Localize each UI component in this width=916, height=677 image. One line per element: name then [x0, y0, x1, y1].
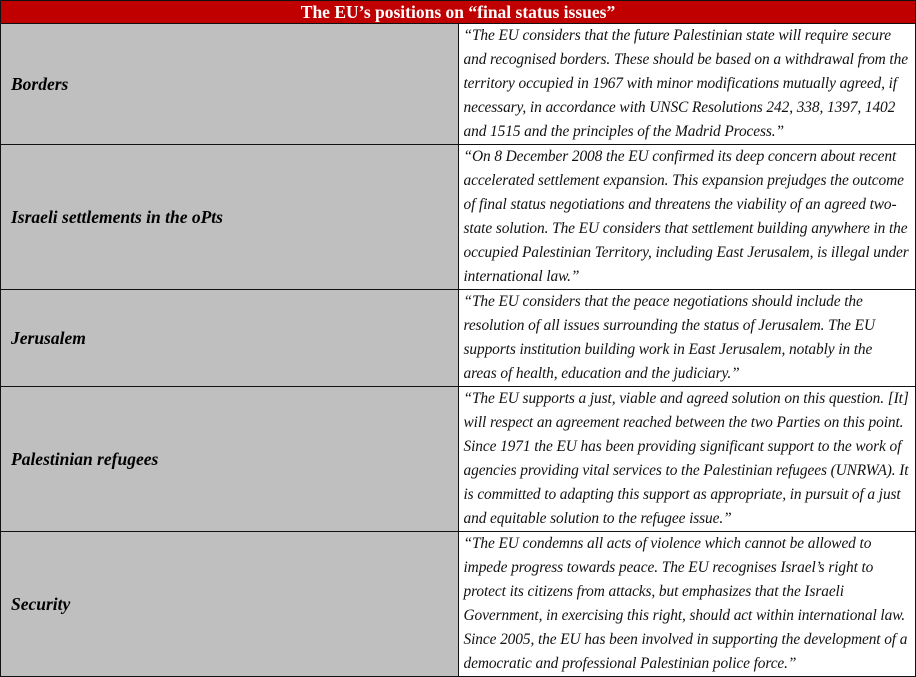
table-title: The EU’s positions on “final status issues” [1, 1, 916, 24]
row-label: Palestinian refugees [1, 387, 459, 532]
row-text: “The EU considers that the future Palestinian state will require secure and recognised borders. These should be based on a withdrawal from the territory occupied in 1967 with minor modifications mutually agreed, if necessary, in accordance with UNSC Resolutions 242, 338, 1397, 1402 and 1515 and the principles of the Madrid Process.” [458, 24, 916, 145]
row-text: “The EU considers that the peace negotiations should include the resolution of all issues surrounding the status of Jerusalem. The EU supports institution building work in East Jerusalem, notably in the areas of health, education and the judiciary.” [458, 290, 916, 387]
row-label: Jerusalem [1, 290, 459, 387]
table-row [1, 387, 916, 532]
table-header-row [1, 1, 916, 24]
table-row [1, 24, 916, 145]
row-label: Israeli settlements in the oPts [1, 145, 459, 290]
row-text: “The EU supports a just, viable and agreed solution on this question. [It] will respect an agreement reached between the two Parties on this point. Since 1971 the EU has been providing significant support to the work of agencies providing vital services to the Palestinian refugees (UNRWA). It is committed to adapting this support as appropriate, in pursuit of a just and equitable solution to the refugee issue.” [458, 387, 916, 532]
row-text: “On 8 December 2008 the EU confirmed its deep concern about recent accelerated settlement expansion. This expansion prejudges the outcome of final status negotiations and threatens the viability of an agreed two-state solution. The EU considers that settlement building anywhere in the occupied Palestinian Territory, including East Jerusalem, is illegal under international law.” [458, 145, 916, 290]
row-label: Borders [1, 24, 459, 145]
table-row [1, 290, 916, 387]
table-row [1, 145, 916, 290]
row-text: “The EU condemns all acts of violence which cannot be allowed to impede progress towards peace. The EU recognises Israel’s right to protect its citizens from attacks, but emphasizes that the Israeli Government, in exercising this right, should act within international law. Since 2005, the EU has been involved in supporting the development of a democratic and professional Palestinian police force.” [458, 532, 916, 677]
row-label: Security [1, 532, 459, 677]
table-row [1, 532, 916, 677]
